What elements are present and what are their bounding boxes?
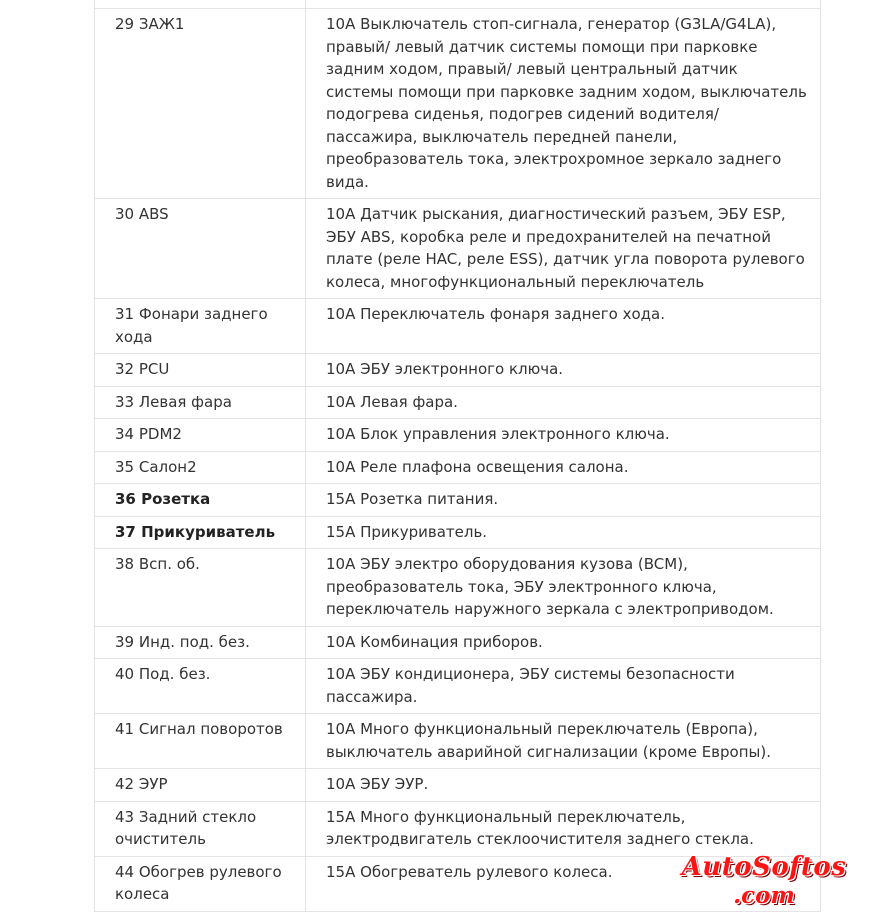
table-row: [95, 549, 821, 627]
fuse-name-cell: 30 ABS: [95, 199, 306, 299]
table-row: [95, 299, 821, 354]
fuse-name-cell: 40 Под. без.: [95, 659, 306, 714]
fuse-description-cell: 15А Розетка питания.: [306, 484, 821, 517]
table-row: [95, 419, 821, 452]
fuse-name-cell: 43 Задний стекло очиститель: [95, 801, 306, 856]
fuse-description-cell: 10А Датчик рыскания, диагностический разъем, ЭБУ ESP, ЭБУ ABS, коробка реле и предохранителей на печатной плате (реле HAC, реле ESS), датчик угла поворота рулевого колеса, многофункциональный переключатель: [306, 199, 821, 299]
fuse-name-cell: 36 Розетка: [95, 484, 306, 517]
table-row: [95, 801, 821, 856]
fuse-description-cell: 15А Много функциональный переключатель, электродвигатель стеклоочистителя заднего стекла.: [306, 801, 821, 856]
table-row: [95, 9, 821, 199]
table-row: [95, 199, 821, 299]
fuse-description-cell: 10А ЭБУ электро оборудования кузова (BCM), преобразователь тока, ЭБУ электронного ключа, переключатель наружного зеркала с электроприводом.: [306, 549, 821, 627]
table-row: [95, 626, 821, 659]
fuse-name-cell: 32 PCU: [95, 354, 306, 387]
fuse-description-cell: 10А Комбинация приборов.: [306, 626, 821, 659]
table-row: [95, 484, 821, 517]
watermark-logo: [664, 854, 864, 907]
fuse-name-cell: 38 Всп. об.: [95, 549, 306, 627]
table-row: [95, 659, 821, 714]
table-row: [95, 769, 821, 802]
fuse-description-cell: [306, 0, 821, 9]
fuse-description-cell: 15А Прикуриватель.: [306, 516, 821, 549]
fuse-name-cell: 41 Сигнал поворотов: [95, 714, 306, 769]
fuse-description-cell: 10А Блок управления электронного ключа.: [306, 419, 821, 452]
fuse-name-cell: 44 Обогрев рулевого колеса: [95, 856, 306, 911]
fuse-name-cell: 33 Левая фара: [95, 386, 306, 419]
fuse-description-cell: 10А Левая фара.: [306, 386, 821, 419]
fuse-name-cell: 34 PDM2: [95, 419, 306, 452]
table-row: [95, 0, 821, 9]
table-row: [95, 386, 821, 419]
fuse-name-cell: 39 Инд. под. без.: [95, 626, 306, 659]
table-row: [95, 516, 821, 549]
fuse-description-cell: 10А Реле плафона освещения салона.: [306, 451, 821, 484]
fuse-name-cell: 29 ЗАЖ1: [95, 9, 306, 199]
fuse-table-body: [95, 0, 821, 911]
table-row: [95, 714, 821, 769]
table-row: [95, 354, 821, 387]
watermark-line2: .com: [733, 882, 795, 909]
fuse-name-cell: 42 ЭУР: [95, 769, 306, 802]
fuse-description-cell: 10А Много функциональный переключатель (Европа), выключатель аварийной сигнализации (кроме Европы).: [306, 714, 821, 769]
watermark-line1: AutoSoftos: [681, 852, 847, 882]
fuse-description-cell: 10А Переключатель фонаря заднего хода.: [306, 299, 821, 354]
fuse-description-cell: 10А Выключатель стоп-сигнала, генератор (G3LA/G4LA), правый/ левый датчик системы помощи при парковке задним ходом, правый/ левый центральный датчик системы помощи при парковке задним ходом, выключатель подогрева сиденья, подогрев сидений водителя/ пассажира, выключатель передней панели, преобразователь тока, электрохромное зеркало заднего вида.: [306, 9, 821, 199]
fuse-name-cell: [95, 0, 306, 9]
fuse-name-cell: 31 Фонари заднего хода: [95, 299, 306, 354]
fuse-description-cell: 10А ЭБУ электронного ключа.: [306, 354, 821, 387]
table-row: [95, 451, 821, 484]
fuse-table: [94, 0, 821, 912]
fuse-description-cell: 10А ЭБУ кондиционера, ЭБУ системы безопасности пассажира.: [306, 659, 821, 714]
fuse-name-cell: 37 Прикуриватель: [95, 516, 306, 549]
fuse-table-container: [94, 0, 818, 912]
fuse-name-cell: 35 Салон2: [95, 451, 306, 484]
fuse-description-cell: 10А ЭБУ ЭУР.: [306, 769, 821, 802]
fuse-description-cell: 15А Обогреватель рулевого колеса.: [306, 856, 821, 911]
